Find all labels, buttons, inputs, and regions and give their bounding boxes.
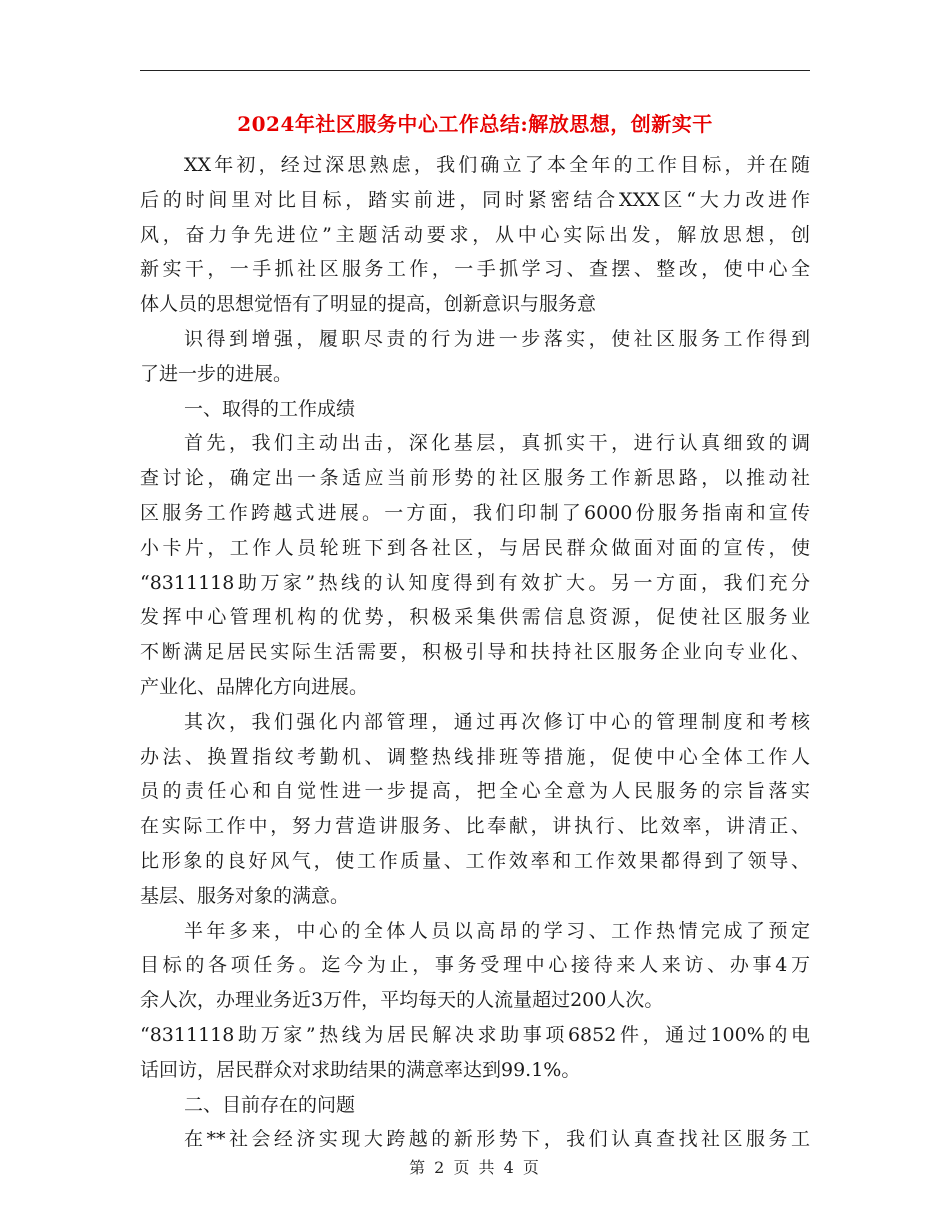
text-line: “8311118助万家”热线为居民解决求助事项6852件，通过100%的电 [140, 1023, 810, 1046]
document-title: 2024年社区服务中心工作总结:解放思想，创新实干 [237, 112, 713, 136]
text-line: 二、目前存在的问题 [184, 1093, 356, 1116]
text-line: 产业化、品牌化方向进展。 [140, 675, 369, 698]
text-line: 查讨论，确定出一条适应当前形势的社区服务工作新思路，以推动社 [140, 467, 810, 490]
text-line: 在实际工作中，努力营造讲服务、比奉献，讲执行、比效率，讲清正、 [140, 815, 810, 838]
text-line: 区服务工作跨越式进展。一方面，我们印制了6000份服务指南和宣传 [140, 501, 810, 524]
text-line: 新实干，一手抓社区服务工作，一手抓学习、查摆、整改，使中心全 [140, 258, 810, 281]
text-line: 了进一步的进展。 [140, 362, 293, 385]
text-line: XX年初，经过深思熟虑，我们确立了本全年的工作目标，并在随 [184, 154, 810, 176]
text-line: 后的时间里对比目标，踏实前进，同时紧密结合XXX区“大力改进作 [140, 188, 810, 211]
text-line: “8311118助万家”热线的认知度得到有效扩大。另一方面，我们充分 [140, 571, 810, 594]
text-line: 体人员的思想觉悟有了明显的提高，创新意识与服务意 [140, 293, 597, 316]
text-line: 在**社会经济实现大跨越的新形势下，我们认真查找社区服务工 [184, 1128, 810, 1151]
text-line: 话回访，居民群众对求助结果的满意率达到99.1%。 [140, 1058, 581, 1081]
text-line: 办法、换置指纹考勤机、调整热线排班等措施，促使中心全体工作人 [140, 745, 810, 768]
text-line: 风，奋力争先进位”主题活动要求，从中心实际出发，解放思想，创 [140, 223, 810, 246]
text-line: 余人次，办理业务近3万件，平均每天的人流量超过200人次。 [140, 989, 664, 1012]
document-body [140, 148, 810, 1157]
text-line: 基层、服务对象的满意。 [140, 884, 350, 907]
text-line: 首先，我们主动出击，深化基层，真抓实干，进行认真细致的调 [184, 432, 810, 455]
header-rule [140, 70, 810, 71]
text-line: 发挥中心管理机构的优势，积极采集供需信息资源，促使社区服务业 [140, 606, 810, 629]
page-footer: 第 2 页 共 4 页 [409, 1158, 541, 1177]
text-line: 一、取得的工作成绩 [184, 397, 356, 420]
text-line: 目标的各项任务。迄今为止，事务受理中心接待来人来访、办事4万 [140, 954, 810, 977]
text-line: 员的责任心和自觉性进一步提高，把全心全意为人民服务的宗旨落实 [140, 780, 810, 803]
text-line: 比形象的良好风气，使工作质量、工作效率和工作效果都得到了领导、 [140, 849, 810, 872]
text-line: 半年多来，中心的全体人员以高昂的学习、工作热情完成了预定 [184, 919, 810, 942]
text-line: 其次，我们强化内部管理，通过再次修订中心的管理制度和考核 [184, 710, 810, 733]
text-line: 不断满足居民实际生活需要，积极引导和扶持社区服务企业向专业化、 [140, 641, 810, 664]
text-line: 小卡片，工作人员轮班下到各社区，与居民群众做面对面的宣传，使 [140, 536, 810, 559]
text-line: 识得到增强，履职尽责的行为进一步落实，使社区服务工作得到 [184, 327, 810, 350]
